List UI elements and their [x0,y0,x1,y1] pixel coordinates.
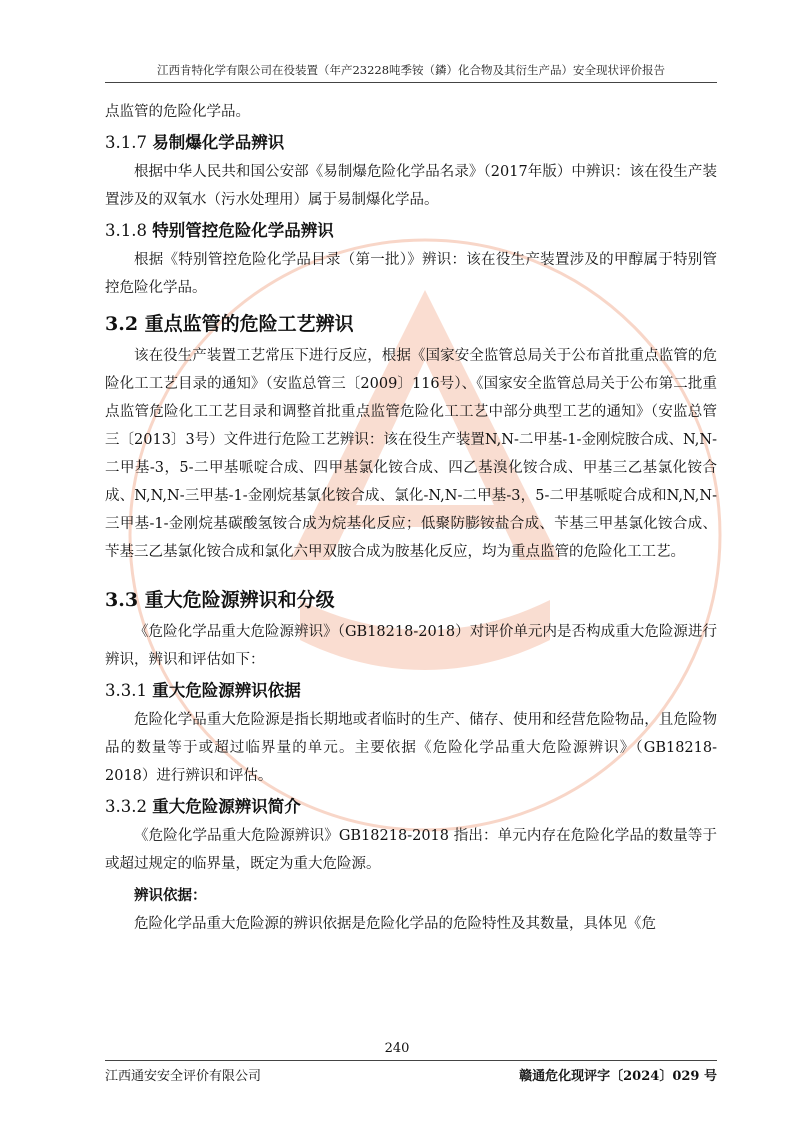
basis-label: 辨识依据： [134,887,207,904]
page-footer [105,1060,717,1084]
page-header [105,62,717,83]
paragraph: 根据中华人民共和国公安部《易制爆危险化学品名录》（2017年版）中辨识：该在役生产装置涉及的双氧水（污水处理用）属于易制爆化学品。 [105,164,717,208]
section-title: 特别管控危险化学品辨识 [152,221,334,240]
section-heading-3-1-8 [105,218,717,244]
paragraph: 危险化学品重大危险源的辨识依据是危险化学品的危险特性及其数量，具体见《危 [134,916,656,932]
paragraph: 点监管的危险化学品。 [105,104,250,120]
section-number: 3.3.2 [105,797,147,816]
section-heading-3-2: 3.2 重点监管的危险工艺辨识 [105,313,354,335]
paragraph: 《危险化学品重大危险源辨识》GB18218-2018 指出：单元内存在危险化学品的数量等于或超过规定的临界量，既定为重大危险源。 [105,828,717,872]
section-heading-3-1-7 [105,130,717,156]
page-number: 240 [384,1041,410,1056]
paragraph: 根据《特别管控危险化学品目录（第一批）》辨识：该在役生产装置涉及的甲醇属于特别管控危险化学品。 [105,252,717,296]
section-number: 3.3.1 [105,681,147,700]
section-number: 3.1.8 [105,221,147,240]
paragraph: 危险化学品重大危险源是指长期地或者临时的生产、储存、使用和经营危险物品，且危险物品的数量等于或超过临界量的单元。主要依据《危险化学品重大危险源辨识》（GB18218-2018）进行辨识和评估。 [105,712,717,784]
header-title: 江西肯特化学有限公司在役装置（年产23228吨季铵（鏻）化合物及其衍生产品）安全现状评价报告 [156,63,666,77]
footer-company: 江西通安安全评价有限公司 [105,1069,262,1084]
section-heading-3-3-2 [105,794,717,820]
section-heading-3-3-1 [105,678,717,704]
footer-doc-number: 赣通危化现评字〔2024〕029 号 [519,1069,717,1084]
document-body [105,98,717,938]
section-title: 重大危险源辨识依据 [152,681,301,700]
paragraph: 该在役生产装置工艺常压下进行反应，根据《国家安全监管总局关于公布首批重点监管的危险化工工艺目录的通知》（安监总管三〔2009〕116号）、《国家安全监管总局关于公布第二批重点监管危险化工工艺目录和调整首批重点监管危险化工工艺中部分典型工艺的通知》（安监总管三〔2013〕3号）文件进行危险工艺辨识：该在役生产装置N,N-二甲基-1-金刚烷胺合成、N,N-二甲基-3，5-二甲基哌啶合成、四甲基氯化铵合成、四乙基溴化铵合成、甲基三乙基氯化铵合成、N,N,N-三甲基-1-金刚烷基氯化铵合成、氯化-N,N-二甲基-3，5-二甲基哌啶合成和N,N,N-三甲基-1-金刚烷基碳酸氢铵合成为烷基化反应；低聚防膨铵盐合成、苄基三甲基氯化铵合成、苄基三乙基氯化铵合成和氯化六甲双胺合成为胺基化反应，均为重点监管的危险化工工艺。 [105,348,717,560]
section-title: 重大危险源辨识简介 [152,797,301,816]
section-number: 3.1.7 [105,133,147,152]
section-title: 易制爆化学品辨识 [152,133,285,152]
section-heading-3-3: 3.3 重大危险源辨识和分级 [105,589,335,611]
paragraph: 《危险化学品重大危险源辨识》（GB18218-2018）对评价单元内是否构成重大危险源进行辨识，辨识和评估如下： [105,624,717,668]
